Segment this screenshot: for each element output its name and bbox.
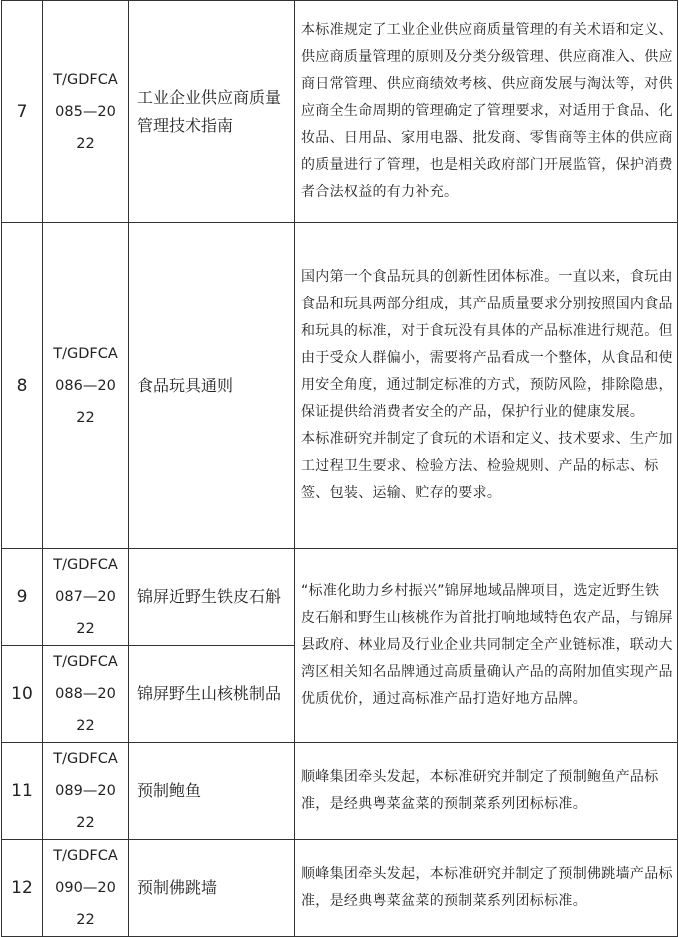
standard-name: 预制鲍鱼: [129, 743, 295, 840]
standard-code: T/GDFCA 089—20 22: [43, 743, 129, 840]
standard-code: T/GDFCA 087—20 22: [43, 549, 129, 646]
row-number: 10: [2, 646, 43, 743]
standard-description: 本标准规定了工业企业供应商质量管理的有关术语和定义、供应商质量管理的原则及分类分级管理、供应商准入、供应商日常管理、供应商绩效考核、供应商发展与淘汰等，对供应商全生命周期的管理确定了管理要求，对适用于食品、化妆品、日用品、家用电器、批发商、零售商等主体的供应商的质量进行了管理，也是相关政府部门开展监管，保护消费者合法权益的有力补充。: [295, 1, 678, 223]
standard-description: “标准化助力乡村振兴”锦屏地域品牌项目，选定近野生铁皮石斛和野生山核桃作为首批打响地域特色农产品，与锦屏县政府、林业局及行业企业共同制定全产业链标准，联动大湾区相关知名品牌通过高质量确认产品的高附加值实现产品优质优价，通过高标准产品打造好地方品牌。: [295, 549, 678, 743]
standard-name: 食品玩具通则: [129, 223, 295, 549]
standard-name: 锦屏近野生铁皮石斛: [129, 549, 295, 646]
standard-description: 顺峰集团牵头发起，本标准研究并制定了预制佛跳墙产品标准，是经典粤菜盆菜的预制菜系列团标标准。: [295, 840, 678, 937]
row-number: 8: [2, 223, 43, 549]
table-row: [2, 549, 678, 646]
row-number: 9: [2, 549, 43, 646]
standard-code: T/GDFCA 085—20 22: [43, 1, 129, 223]
standard-code: T/GDFCA 088—20 22: [43, 646, 129, 743]
standard-code: T/GDFCA 086—20 22: [43, 223, 129, 549]
standard-description: 国内第一个食品玩具的创新性团体标准。一直以来，食玩由食品和玩具两部分组成，其产品质量要求分别按照国内食品和玩具的标准，对于食玩没有具体的产品标准进行规范。但由于受众人群偏小，需要将产品看成一个整体，从食品和使用安全角度，通过制定标准的方式，预防风险，排除隐患，保证提供给消费者安全的产品，保护行业的健康发展。 本标准研究并制定了食玩的术语和定义、技术要求、生产加工过程卫生要求、检验方法、检验规则、产品的标志、标签、包装、运输、贮存的要求。: [295, 223, 678, 549]
table-row: [2, 840, 678, 937]
standard-code: T/GDFCA 090—20 22: [43, 840, 129, 937]
standard-name: 预制佛跳墙: [129, 840, 295, 937]
table-row: [2, 1, 678, 223]
standard-description: 顺峰集团牵头发起，本标准研究并制定了预制鲍鱼产品标准，是经典粤菜盆菜的预制菜系列团标标准。: [295, 743, 678, 840]
standards-table: [1, 0, 678, 937]
table-row: [2, 743, 678, 840]
table-row: [2, 223, 678, 549]
row-number: 7: [2, 1, 43, 223]
row-number: 12: [2, 840, 43, 937]
standard-name: 锦屏野生山核桃制品: [129, 646, 295, 743]
row-number: 11: [2, 743, 43, 840]
standard-name: 工业企业供应商质量管理技术指南: [129, 1, 295, 223]
